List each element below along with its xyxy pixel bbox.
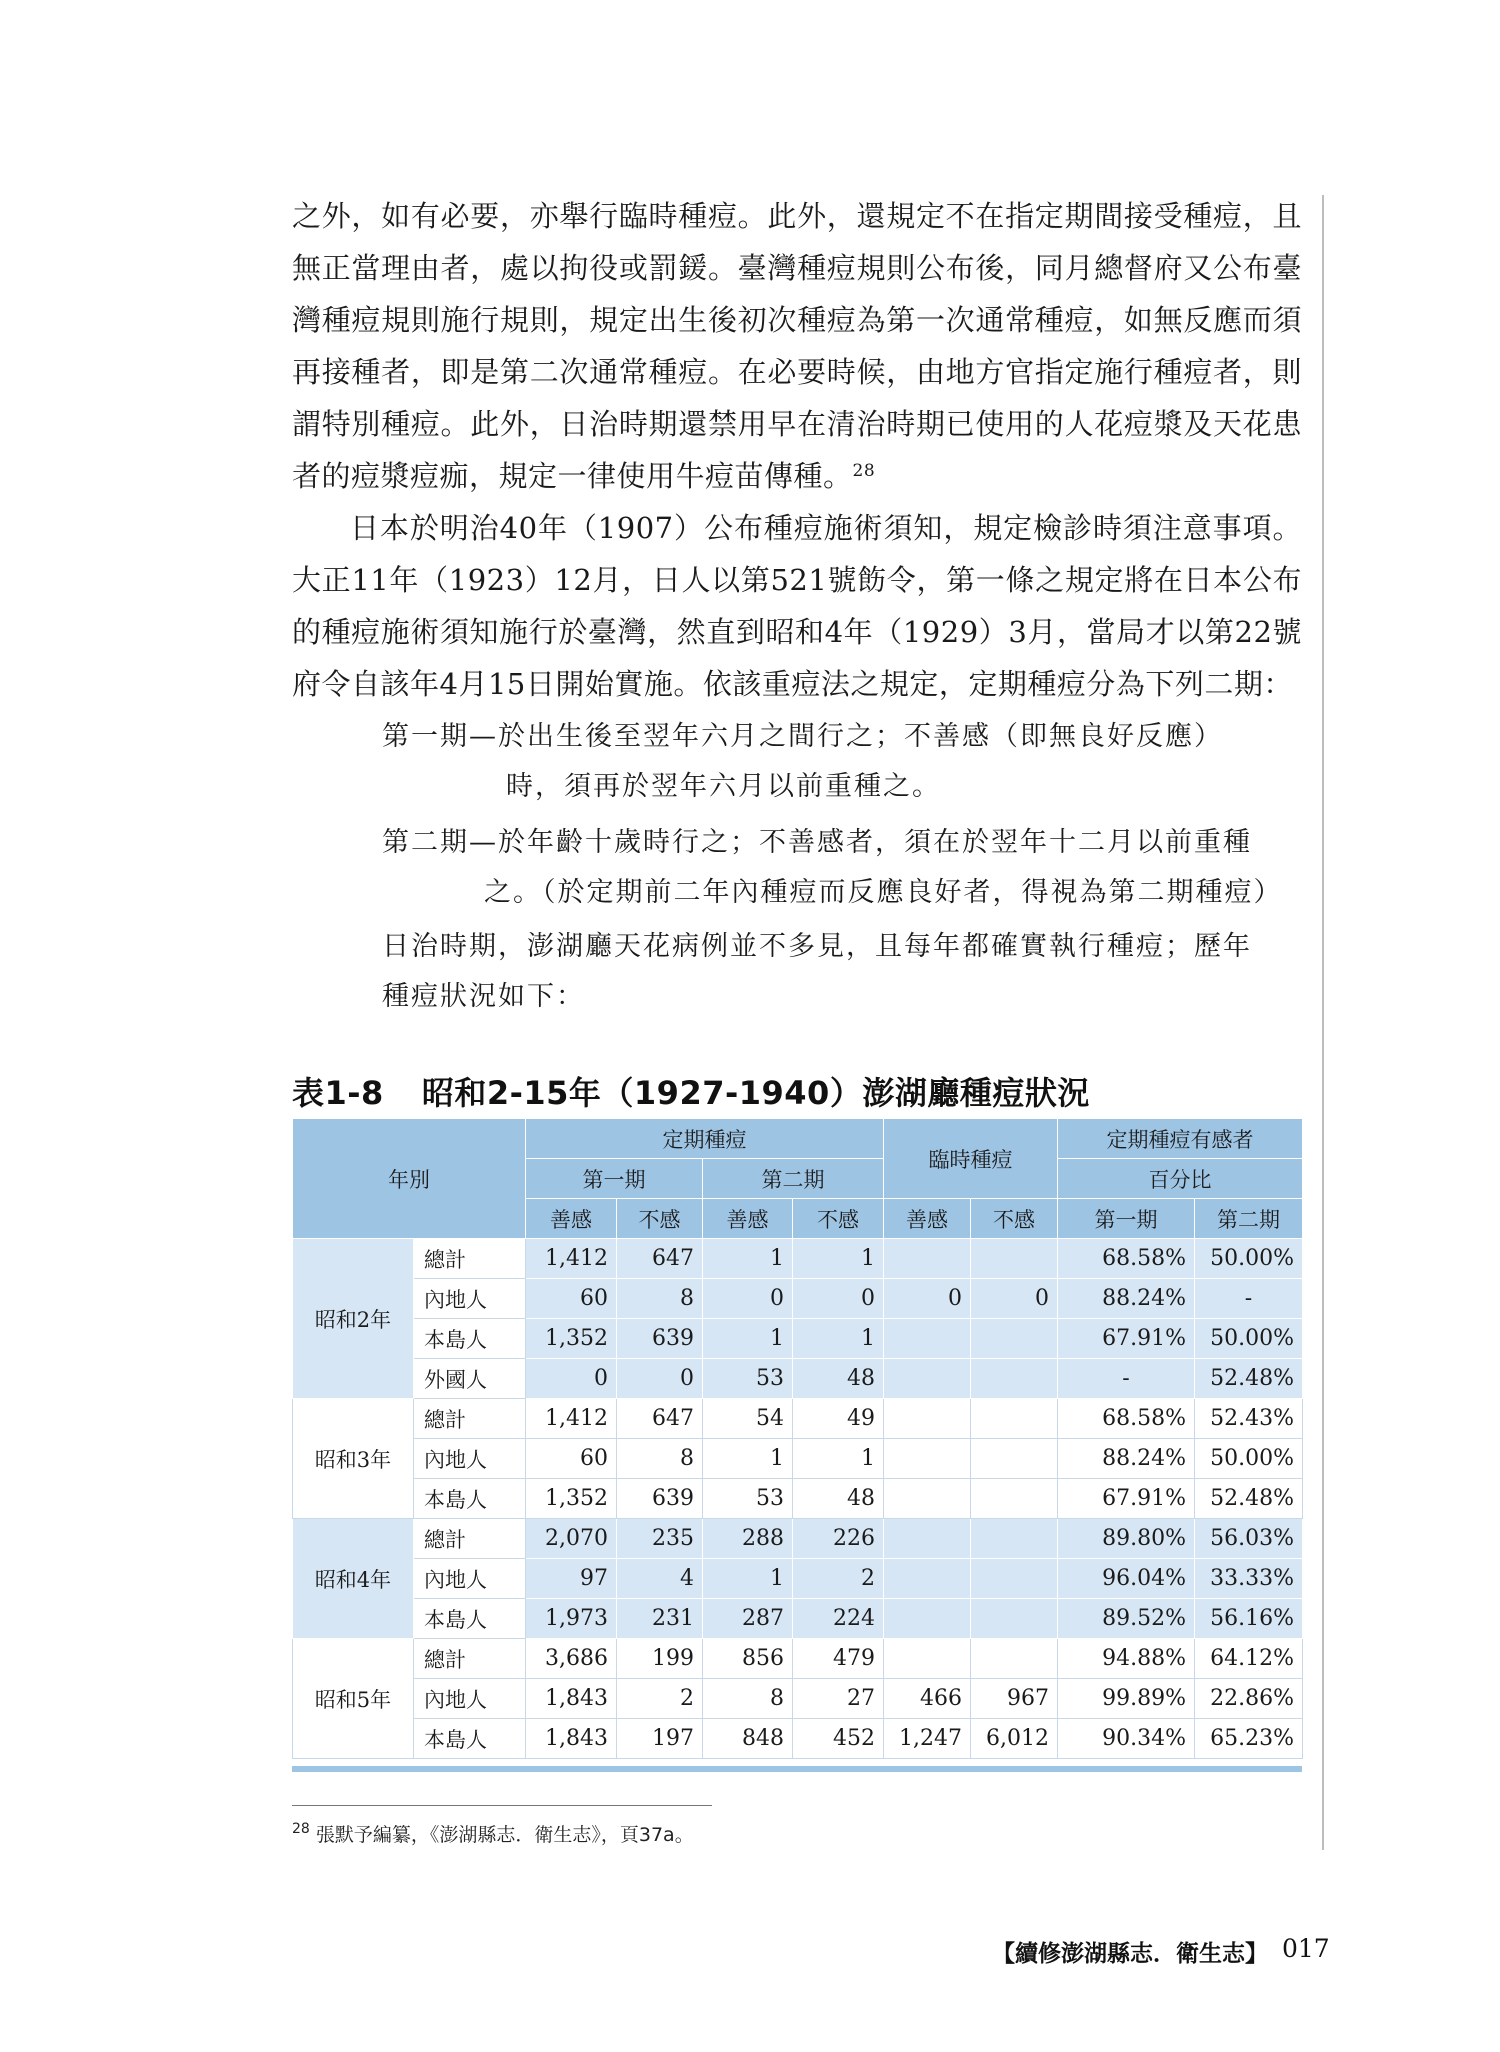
value-cell-p2g: 54 [703,1399,793,1439]
value-cell-pct1: 99.89% [1058,1679,1195,1719]
value-cell-pct2: 52.43% [1195,1399,1303,1439]
table-body [293,1239,1303,1759]
table-row [293,1559,1303,1599]
value-cell-p2g: 1 [703,1559,793,1599]
table-row [293,1439,1303,1479]
year-cell: 昭和2年 [293,1239,414,1399]
value-cell-pct2: 56.03% [1195,1519,1303,1559]
value-cell-pct1: 89.80% [1058,1519,1195,1559]
footnote-ref: 28 [852,461,876,481]
value-cell-tb [971,1519,1058,1559]
value-cell-p1b: 2 [617,1679,703,1719]
year-cell: 昭和3年 [293,1399,414,1519]
value-cell-p2b: 1 [793,1439,884,1479]
value-cell-p2g: 53 [703,1359,793,1399]
table-row [293,1359,1303,1399]
category-cell: 總計 [414,1399,526,1439]
category-cell: 內地人 [414,1439,526,1479]
table-row [293,1719,1303,1759]
table-row [293,1399,1303,1439]
header-year: 年別 [293,1119,526,1239]
value-cell-p1g: 1,843 [526,1719,617,1759]
year-cell: 昭和4年 [293,1519,414,1639]
header-pct-phase2: 第二期 [1195,1199,1303,1239]
table-row [293,1519,1303,1559]
table-row [293,1279,1303,1319]
value-cell-p1g: 1,412 [526,1399,617,1439]
quote-item-phase2: 第二期—於年齡十歲時行之；不善感者，須在於翌年十二月以前重種 之。（於定期前二年內種痘而反應良好者，得視為第二期種痘） [382,827,1283,908]
value-cell-p2g: 1 [703,1319,793,1359]
header-bad: 不感 [793,1199,884,1239]
quote-item-phase1: 第一期—於出生後至翌年六月之間行之；不善感（即無良好反應） 時，須再於翌年六月以前重種之。 [382,721,1223,802]
value-cell-tb [971,1399,1058,1439]
value-cell-p1b: 4 [617,1559,703,1599]
value-cell-tg [884,1559,971,1599]
header-bad: 不感 [971,1199,1058,1239]
value-cell-pct1: 67.91% [1058,1319,1195,1359]
table-title: 昭和2-15年（1927-1940）澎湖廳種痘狀況 [421,1074,1090,1112]
value-cell-p2b: 1 [793,1239,884,1279]
value-cell-tg [884,1319,971,1359]
value-cell-p2b: 479 [793,1639,884,1679]
value-cell-tb [971,1559,1058,1599]
header-regular: 定期種痘 [526,1119,884,1159]
category-cell: 總計 [414,1239,526,1279]
value-cell-tg [884,1599,971,1639]
value-cell-p1g: 2,070 [526,1519,617,1559]
value-cell-pct2: - [1195,1279,1303,1319]
value-cell-p1g: 1,843 [526,1679,617,1719]
value-cell-p2b: 27 [793,1679,884,1719]
table-caption [292,1068,1090,1114]
header-bad: 不感 [617,1199,703,1239]
quote-closing: 日治時期，澎湖廳天花病例並不多見，且每年都確實執行種痘；歷年種痘狀況如下： [382,931,1252,1012]
category-cell: 內地人 [414,1679,526,1719]
header-phase1: 第一期 [526,1159,703,1199]
value-cell-p2g: 856 [703,1639,793,1679]
page-number: 017 [1282,1934,1330,1963]
value-cell-p1g: 1,973 [526,1599,617,1639]
value-cell-pct2: 56.16% [1195,1599,1303,1639]
table-row [293,1479,1303,1519]
value-cell-pct1: 90.34% [1058,1719,1195,1759]
value-cell-tb: 6,012 [971,1719,1058,1759]
value-cell-p1b: 0 [617,1359,703,1399]
running-head: 【續修澎湖縣志．衛生志】 [992,1940,1268,1967]
value-cell-p1b: 647 [617,1399,703,1439]
value-cell-p1g: 0 [526,1359,617,1399]
value-cell-tb [971,1319,1058,1359]
table-row [293,1639,1303,1679]
value-cell-tg [884,1359,971,1399]
value-cell-tg [884,1479,971,1519]
value-cell-tb [971,1439,1058,1479]
value-cell-p2b: 2 [793,1559,884,1599]
value-cell-tg: 466 [884,1679,971,1719]
footnote-rule [292,1805,712,1806]
value-cell-p2b: 226 [793,1519,884,1559]
body-text [292,190,1302,1022]
value-cell-pct2: 50.00% [1195,1239,1303,1279]
value-cell-p1b: 639 [617,1479,703,1519]
header-good: 善感 [884,1199,971,1239]
year-cell: 昭和5年 [293,1639,414,1759]
value-cell-tg: 1,247 [884,1719,971,1759]
value-cell-p2g: 848 [703,1719,793,1759]
value-cell-p1b: 8 [617,1279,703,1319]
value-cell-tg [884,1519,971,1559]
category-cell: 內地人 [414,1559,526,1599]
value-cell-p2b: 0 [793,1279,884,1319]
value-cell-tg [884,1239,971,1279]
value-cell-tb [971,1359,1058,1399]
table-number: 表1-8 [292,1074,384,1112]
value-cell-p1g: 60 [526,1439,617,1479]
value-cell-pct2: 52.48% [1195,1359,1303,1399]
category-cell: 本島人 [414,1719,526,1759]
value-cell-tb: 0 [971,1279,1058,1319]
value-cell-tb [971,1239,1058,1279]
value-cell-p2g: 1 [703,1439,793,1479]
paragraph-2: 日本於明治40年（1907）公布種痘施術須知，規定檢診時須注意事項。大正11年（1923）12月，日人以第521號飭令，第一條之規定將在日本公布的種痘施術須知施行於臺灣，然直到昭和4年（1929）3月，當局才以第22號府令自該年4月15日開始實施。依該重痘法之規定，定期種痘分為下列二期： [292,511,1302,701]
value-cell-pct1: 96.04% [1058,1559,1195,1599]
value-cell-p1b: 231 [617,1599,703,1639]
regulation-quote [382,712,1283,1022]
category-cell: 總計 [414,1519,526,1559]
margin-rule [1322,195,1324,1850]
value-cell-p2g: 1 [703,1239,793,1279]
value-cell-tg [884,1639,971,1679]
header-percent-line2: 百分比 [1058,1159,1303,1199]
header-good: 善感 [526,1199,617,1239]
header-phase2: 第二期 [703,1159,884,1199]
value-cell-pct2: 22.86% [1195,1679,1303,1719]
value-cell-tb [971,1639,1058,1679]
category-cell: 內地人 [414,1279,526,1319]
value-cell-p2b: 452 [793,1719,884,1759]
table-row [293,1239,1303,1279]
value-cell-tg [884,1399,971,1439]
table-row [293,1599,1303,1639]
header-pct-phase1: 第一期 [1058,1199,1195,1239]
value-cell-p1g: 1,352 [526,1319,617,1359]
value-cell-p1g: 1,352 [526,1479,617,1519]
table-row [293,1679,1303,1719]
value-cell-pct1: 67.91% [1058,1479,1195,1519]
value-cell-pct1: 94.88% [1058,1639,1195,1679]
value-cell-p2g: 53 [703,1479,793,1519]
value-cell-tb: 967 [971,1679,1058,1719]
value-cell-p1b: 199 [617,1639,703,1679]
value-cell-p1g: 97 [526,1559,617,1599]
value-cell-pct1: 88.24% [1058,1439,1195,1479]
value-cell-p2b: 224 [793,1599,884,1639]
value-cell-pct2: 52.48% [1195,1479,1303,1519]
value-cell-tg: 0 [884,1279,971,1319]
header-good: 善感 [703,1199,793,1239]
category-cell: 本島人 [414,1319,526,1359]
value-cell-pct2: 64.12% [1195,1639,1303,1679]
value-cell-p2b: 48 [793,1359,884,1399]
value-cell-pct2: 65.23% [1195,1719,1303,1759]
value-cell-tb [971,1599,1058,1639]
value-cell-p1g: 60 [526,1279,617,1319]
value-cell-p1g: 1,412 [526,1239,617,1279]
value-cell-pct2: 50.00% [1195,1439,1303,1479]
value-cell-p1b: 197 [617,1719,703,1759]
value-cell-pct1: 89.52% [1058,1599,1195,1639]
value-cell-p2g: 287 [703,1599,793,1639]
value-cell-p2g: 288 [703,1519,793,1559]
value-cell-p1b: 235 [617,1519,703,1559]
value-cell-p1b: 647 [617,1239,703,1279]
value-cell-p2b: 48 [793,1479,884,1519]
value-cell-p1b: 639 [617,1319,703,1359]
value-cell-tg [884,1439,971,1479]
header-temporary: 臨時種痘 [884,1119,1058,1199]
footnote: $^{28}$ 張默予編纂，《澎湖縣志．衛生志》，頁37a。 [292,1821,694,1846]
category-cell: 本島人 [414,1599,526,1639]
value-cell-pct1: 88.24% [1058,1279,1195,1319]
value-cell-p2b: 49 [793,1399,884,1439]
vaccination-table [292,1118,1303,1759]
table-row [293,1319,1303,1359]
value-cell-p1g: 3,686 [526,1639,617,1679]
value-cell-tb [971,1479,1058,1519]
header-percent-line1: 定期種痘有感者 [1058,1119,1303,1159]
value-cell-pct1: 68.58% [1058,1239,1195,1279]
category-cell: 外國人 [414,1359,526,1399]
value-cell-pct1: - [1058,1359,1195,1399]
paragraph-1: 之外，如有必要，亦舉行臨時種痘。此外，還規定不在指定期間接受種痘，且無正當理由者，處以拘役或罰鍰。臺灣種痘規則公布後，同月總督府又公布臺灣種痘規則施行規則，規定出生後初次種痘為第一次通常種痘，如無反應而須再接種者，即是第二次通常種痘。在必要時候，由地方官指定施行種痘者，則謂特別種痘。此外，日治時期還禁用早在清治時期已使用的人花痘漿及天花患者的痘漿痘痂，規定一律使用牛痘苗傳種。$^{28}$ [292,199,1302,493]
value-cell-p2b: 1 [793,1319,884,1359]
category-cell: 本島人 [414,1479,526,1519]
table-bottom-bar [292,1766,1302,1772]
value-cell-pct2: 33.33% [1195,1559,1303,1599]
category-cell: 總計 [414,1639,526,1679]
value-cell-pct1: 68.58% [1058,1399,1195,1439]
value-cell-pct2: 50.00% [1195,1319,1303,1359]
value-cell-p1b: 8 [617,1439,703,1479]
value-cell-p2g: 8 [703,1679,793,1719]
value-cell-p2g: 0 [703,1279,793,1319]
